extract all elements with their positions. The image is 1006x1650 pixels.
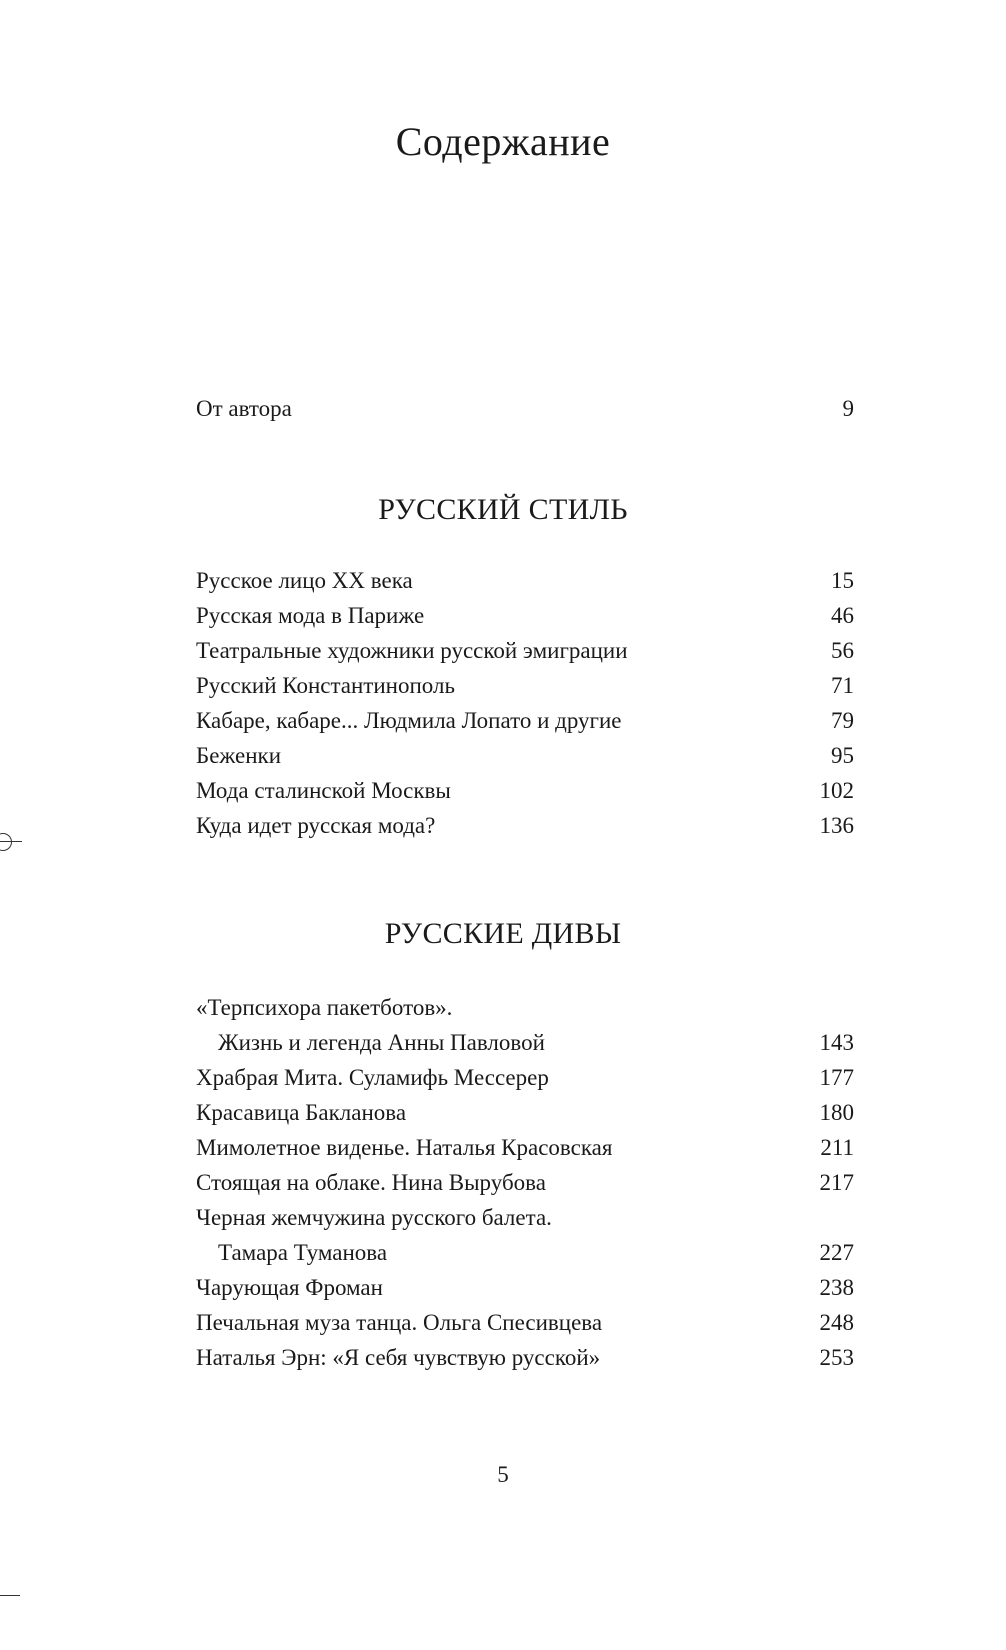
toc-entry[interactable] [196, 808, 854, 844]
toc-entry-title: Жизнь и легенда Анны Павловой [218, 1030, 545, 1055]
toc-entry-title: Чарующая Фроман [196, 1275, 383, 1300]
crop-mark-icon [0, 833, 12, 851]
toc-entry-page: 211 [820, 1135, 854, 1160]
toc-entry[interactable] [196, 1165, 854, 1201]
toc-entry-page: 79 [831, 708, 854, 733]
toc-entry-page: 9 [842, 396, 854, 421]
toc-entry-title: Мода сталинской Москвы [196, 778, 451, 803]
toc-entry-page: 227 [819, 1240, 854, 1265]
toc-entry[interactable] [196, 738, 854, 774]
toc-entry-page: 180 [819, 1100, 854, 1125]
page-title: Содержание [395, 119, 611, 164]
toc-entry-title: Наталья Эрн: «Я себя чувствую русской» [196, 1345, 601, 1370]
toc-entry[interactable] [196, 633, 854, 669]
toc-entry-intro[interactable] [196, 391, 854, 427]
toc-entry-title: Мимолетное виденье. Наталья Красовская [196, 1135, 613, 1160]
toc-entry[interactable] [196, 1270, 854, 1306]
toc-entry-title: Тамара Туманова [218, 1240, 388, 1265]
toc-entry-page: 248 [819, 1310, 854, 1335]
toc-entry-page: 136 [819, 813, 854, 838]
toc-entry-page: 95 [831, 743, 854, 768]
toc-entry-title: Русский Константинополь [196, 673, 455, 698]
section-heading-russian-divas: РУССКИЕ ДИВЫ [384, 917, 622, 950]
toc-entry[interactable] [196, 1305, 854, 1341]
toc-entry[interactable] [196, 1095, 854, 1131]
toc-entry-page: 56 [831, 638, 854, 663]
toc-entry-title: «Терпсихора пакетботов». [196, 995, 453, 1020]
toc-entry-page: 217 [819, 1170, 854, 1195]
toc-entry[interactable] [196, 668, 854, 704]
toc-entry-title: Стоящая на облаке. Нина Вырубова [196, 1170, 546, 1195]
crop-mark-line [0, 841, 22, 842]
toc-entry-page: 143 [819, 1030, 854, 1055]
crop-mark-line [0, 1595, 20, 1596]
toc-entry[interactable] [196, 1060, 854, 1096]
toc-entry-title: Печальная муза танца. Ольга Спесивцева [196, 1310, 603, 1335]
toc-entry[interactable] [196, 1200, 854, 1236]
toc-entry-continuation[interactable] [196, 1235, 854, 1271]
toc-entry[interactable] [196, 773, 854, 809]
toc-entry[interactable] [196, 990, 854, 1026]
toc-entry-page: 238 [819, 1275, 854, 1300]
toc-entry-title: Театральные художники русской эмиграции [196, 638, 628, 663]
toc-entry-title: Русская мода в Париже [196, 603, 425, 628]
toc-entry-page: 177 [819, 1065, 854, 1090]
toc-entry-continuation[interactable] [196, 1025, 854, 1061]
toc-entry-page: 46 [831, 603, 854, 628]
toc-entry-title: Кабаре, кабаре... Людмила Лопато и другие [196, 708, 622, 733]
toc-entry-title: Куда идет русская мода? [196, 813, 436, 838]
toc-entry[interactable] [196, 703, 854, 739]
toc-entry-page: 15 [831, 568, 854, 593]
toc-entry[interactable] [196, 563, 854, 599]
toc-entry[interactable] [196, 598, 854, 634]
toc-entry-title: Красавица Бакланова [196, 1100, 407, 1125]
toc-entry-title: Беженки [196, 743, 282, 768]
page-number: 5 [497, 1462, 509, 1487]
toc-entry[interactable] [196, 1130, 854, 1166]
toc-entry-title: Русское лицо XX века [196, 568, 413, 593]
toc-entry-title: Храбрая Мита. Суламифь Мессерер [196, 1065, 549, 1090]
section-heading-russian-style: РУССКИЙ СТИЛЬ [378, 493, 628, 526]
toc-entry[interactable] [196, 1340, 854, 1376]
toc-entry-page: 71 [831, 673, 854, 698]
toc-entry-page: 253 [819, 1345, 854, 1370]
toc-entry-page: 102 [819, 778, 854, 803]
toc-entry-title: Черная жемчужина русского балета. [196, 1205, 552, 1230]
toc-entry-title: От автора [196, 396, 292, 421]
